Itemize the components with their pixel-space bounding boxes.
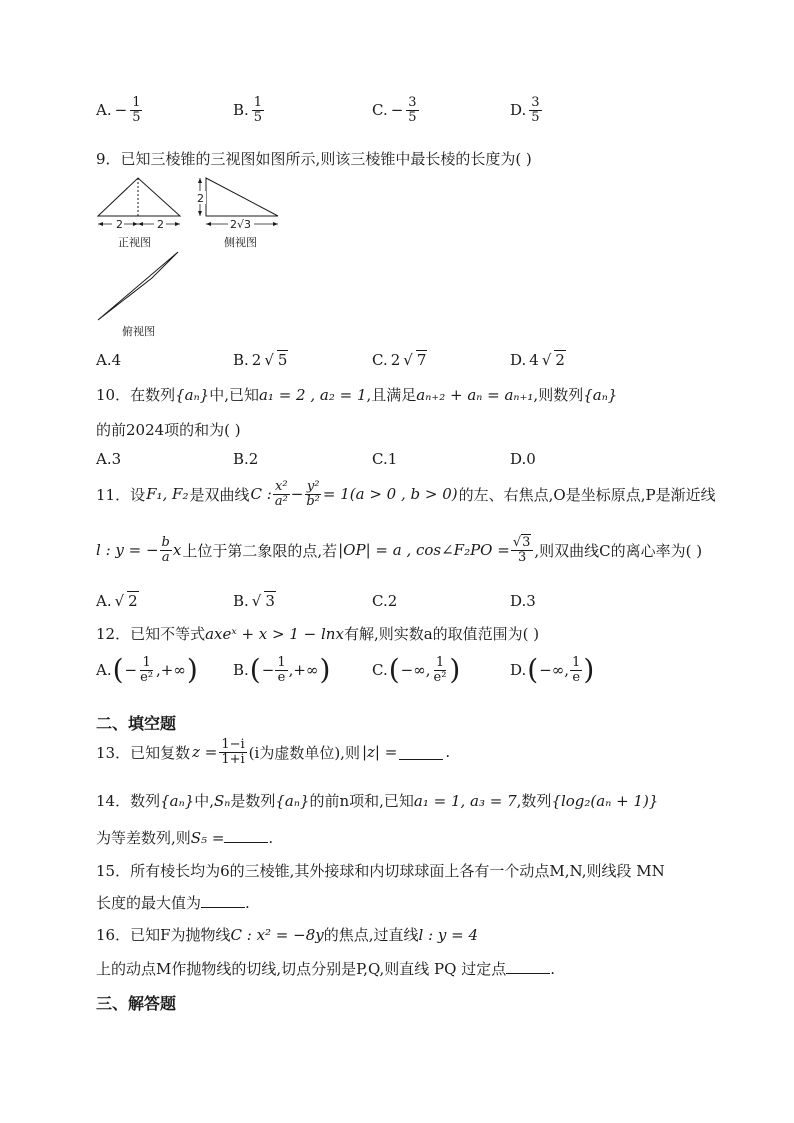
fraction-x2-a2 xyxy=(273,480,290,508)
q12-option-d: D. ( −∞, $\frac{1}{e}$ ) xyxy=(510,653,595,687)
fraction-b-a xyxy=(160,536,172,564)
option-label: D. xyxy=(510,350,527,369)
text: 14．数列 xyxy=(96,792,161,810)
math-initial: a₁ = 2 , a₂ = 1 xyxy=(258,386,367,404)
denominator: 5 xyxy=(253,109,263,125)
math-log-sequence: {log₂(aₙ + 1)} xyxy=(551,792,659,810)
text: 中, xyxy=(194,792,214,810)
side-view-label: 侧视图 xyxy=(224,236,257,249)
option-label: C. xyxy=(372,661,388,680)
q8-option-b xyxy=(233,96,264,124)
sqrt-symbol: √ xyxy=(403,350,413,369)
text: ,数列 xyxy=(516,792,552,810)
q9-option-d xyxy=(510,350,566,369)
denominator: a² xyxy=(274,493,288,509)
option-label: B. xyxy=(233,661,249,680)
q15-line1: 15．所有棱长均为6的三棱锥,其外接球和内切球球面上各有一个动点M,N,则线段 MN xyxy=(96,862,665,880)
denominator: 5 xyxy=(408,109,417,125)
q12-stem xyxy=(96,623,539,644)
math-curve-name: C : xyxy=(250,485,272,504)
q16-line2 xyxy=(96,958,555,979)
denominator: 5 xyxy=(132,109,141,125)
q10-line1 xyxy=(96,384,617,405)
q13-line xyxy=(96,738,450,766)
math-modulus: |z| = xyxy=(361,743,398,762)
math-z: z = xyxy=(192,743,218,762)
text: . xyxy=(550,960,555,978)
text: 上的动点M作抛物线的切线,切点分别是P,Q,则直线 PQ 过定点 xyxy=(96,960,507,978)
arrow xyxy=(198,178,202,183)
arrow xyxy=(198,211,202,216)
numerator: 3 xyxy=(408,95,417,110)
side-dim-base: 2√3 xyxy=(230,218,252,231)
answer-blank[interactable] xyxy=(506,959,550,974)
text: ,且满足 xyxy=(366,386,417,404)
coefficient: 2 xyxy=(251,350,262,369)
sqrt-symbol: √ xyxy=(541,350,552,369)
math-var: x xyxy=(172,541,182,560)
radicand: 7 xyxy=(416,351,427,369)
text: (i为虚数单位),则 xyxy=(248,743,360,762)
q11-option-a xyxy=(96,591,139,610)
fraction xyxy=(406,96,418,124)
denominator: a xyxy=(161,549,170,565)
text: ,则双曲线C的离心率为( ) xyxy=(534,541,703,560)
front-view xyxy=(98,178,180,230)
option-label: C. xyxy=(372,101,388,120)
fraction-sqrt3-3 xyxy=(511,536,534,564)
minus: − xyxy=(290,485,304,504)
option-label: B. xyxy=(233,101,249,120)
front-dim-left: 2 xyxy=(116,218,123,231)
math-recurrence: aₙ₊₂ + aₙ = aₙ₊₁ xyxy=(416,386,534,404)
top-view-triangle xyxy=(98,252,178,320)
q8-option-a xyxy=(96,96,142,124)
fraction xyxy=(130,96,142,124)
q12-option-b: B. ( − $\frac{1}{e}$ ,+∞ ) xyxy=(233,653,331,687)
q15-line2 xyxy=(96,892,250,913)
numerator: b xyxy=(161,535,170,550)
q11-line2 xyxy=(96,536,702,564)
text: 10．在数列 xyxy=(96,386,176,404)
text: 是双曲线 xyxy=(189,485,250,504)
math-sequence: {aₙ} xyxy=(175,386,210,404)
sign: − xyxy=(114,101,128,120)
text: . xyxy=(445,743,451,762)
sqrt-symbol: √ xyxy=(114,591,125,610)
q10-option-b: B.2 xyxy=(233,450,259,468)
fraction xyxy=(252,96,264,124)
q14-line1 xyxy=(96,790,658,811)
denominator: 3 xyxy=(517,549,527,565)
option-label: D. xyxy=(510,661,527,680)
section-heading-solutions: 三、解答题 xyxy=(96,994,177,1013)
math-parabola: C : x² = −8y xyxy=(230,926,324,944)
arrow xyxy=(98,222,103,226)
arrow xyxy=(273,222,278,226)
text: 有解,则实数a的取值范围为( ) xyxy=(343,625,540,643)
radicand: 2 xyxy=(555,351,565,369)
sign: − xyxy=(390,101,404,120)
q16-line1 xyxy=(96,924,478,945)
numerator: 1 xyxy=(253,95,263,110)
denominator: 1+i xyxy=(221,751,245,767)
q10-option-a: A.3 xyxy=(96,450,122,468)
arrow xyxy=(133,222,138,226)
radicand: 3 xyxy=(265,592,275,610)
three-view-diagram xyxy=(94,174,284,344)
q10-option-c: C.1 xyxy=(372,450,398,468)
option-label: A. xyxy=(96,101,112,120)
sqrt-symbol: √ xyxy=(264,350,274,369)
math-sequence: {aₙ} xyxy=(275,792,310,810)
numerator: x² xyxy=(275,479,288,494)
front-view-triangle xyxy=(98,178,180,216)
text: . xyxy=(245,894,250,912)
text: 12．已知不等式 xyxy=(96,625,206,643)
text: 上位于第二象限的点,若 xyxy=(182,541,338,560)
text: 13．已知复数 xyxy=(96,743,191,762)
text: 的焦点,过直线 xyxy=(323,926,419,944)
math-s5: S₅ = xyxy=(190,829,225,847)
numerator: 3 xyxy=(531,95,540,110)
arrow xyxy=(206,222,211,226)
math-asymptote: l : y = − xyxy=(96,541,159,560)
q9-option-a: A.4 xyxy=(96,351,122,369)
option-label: D. xyxy=(510,101,527,120)
numerator: 1−i xyxy=(221,737,245,752)
side-view-triangle xyxy=(206,178,278,216)
math-condition: a₁ = 1, a₃ = 7 xyxy=(413,792,517,810)
text: 11．设 xyxy=(96,485,146,504)
top-view-label: 俯视图 xyxy=(122,325,155,338)
q8-option-d xyxy=(510,96,542,124)
q11-option-c: C.2 xyxy=(372,592,398,610)
text: ,则数列 xyxy=(533,386,584,404)
q11-line1 xyxy=(96,480,716,508)
option-label: A. xyxy=(96,661,112,680)
math-sequence: {aₙ} xyxy=(583,386,618,404)
numerator: y² xyxy=(306,479,320,494)
q10-option-d: D.0 xyxy=(510,450,536,468)
numerator: 1 xyxy=(132,95,141,110)
answer-blank[interactable] xyxy=(201,893,245,908)
math-inequality: axeˣ + x > 1 − lnx xyxy=(205,625,344,643)
math-curve-cond: = 1(a > 0 , b > 0) xyxy=(322,485,458,504)
math-foci: F₁, F₂ xyxy=(146,485,189,504)
q12-option-c: C. ( −∞, $\frac{1}{\text{e²}}$ ) xyxy=(372,653,461,687)
fraction xyxy=(219,738,246,766)
text: . xyxy=(268,829,274,847)
arrow xyxy=(175,222,180,226)
coefficient: 2 xyxy=(390,350,401,369)
q9-stem: 9．已知三棱锥的三视图如图所示,则该三棱锥中最长棱的长度为( ) xyxy=(96,150,532,168)
math-sn: Sₙ xyxy=(213,792,231,810)
radicand: 2 xyxy=(128,592,138,610)
q11-option-d: D.3 xyxy=(510,592,536,610)
denominator: b² xyxy=(306,493,320,509)
q8-option-c xyxy=(372,96,419,124)
front-dim-right: 2 xyxy=(157,218,164,231)
text: 的前n项和,已知 xyxy=(309,792,414,810)
q9-option-c xyxy=(372,350,427,369)
text: 的左、右焦点,O是坐标原点,P是渐近线 xyxy=(458,485,716,504)
side-dim-height: 2 xyxy=(197,192,204,205)
arrow xyxy=(138,222,143,226)
answer-blank[interactable] xyxy=(399,745,443,760)
math-condition: |OP| = a , cos∠F₂PO = xyxy=(338,541,510,560)
numerator: √3 xyxy=(511,536,534,551)
front-view-label: 正视图 xyxy=(118,236,151,249)
q9-option-b xyxy=(233,350,288,369)
fraction xyxy=(529,96,541,124)
q12-option-a: A. ( − $\frac{1}{\text{e²}}$ ,+∞ ) xyxy=(96,653,198,687)
option-label: B. xyxy=(233,591,249,610)
q11-option-b xyxy=(233,591,276,610)
answer-blank[interactable] xyxy=(224,828,268,843)
text: 长度的最大值为 xyxy=(96,894,202,912)
section-heading-fill-in: 二、填空题 xyxy=(96,714,177,733)
math-line: l : y = 4 xyxy=(418,926,479,944)
option-label: C. xyxy=(372,350,388,369)
option-label: A. xyxy=(96,591,112,610)
text: 为等差数列,则 xyxy=(96,829,191,847)
q10-line2: 的前2024项的和为( ) xyxy=(96,421,241,439)
q14-line2 xyxy=(96,827,273,848)
coefficient: 4 xyxy=(529,350,539,369)
math-sequence: {aₙ} xyxy=(160,792,195,810)
sqrt-symbol: √ xyxy=(251,591,262,610)
fraction-y2-b2 xyxy=(304,480,322,508)
text: 16．已知F为抛物线 xyxy=(96,926,231,944)
text: 是数列 xyxy=(230,792,276,810)
option-label: B. xyxy=(233,350,249,369)
radicand: 5 xyxy=(277,351,288,369)
denominator: 5 xyxy=(531,109,540,125)
text: 中,已知 xyxy=(209,386,259,404)
